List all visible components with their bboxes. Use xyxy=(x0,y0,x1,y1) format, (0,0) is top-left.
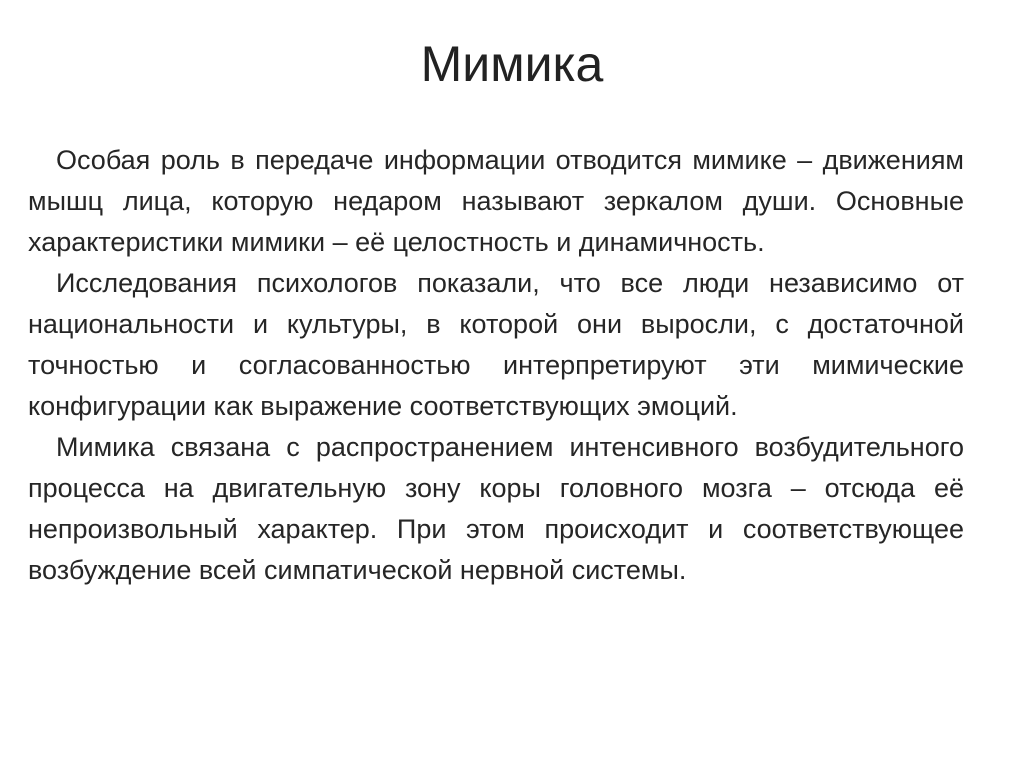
slide-title: Мимика xyxy=(420,36,604,92)
paragraph-2: Исследования психологов показали, что все люди независимо от национальности и культуры, в которой они выросли, с достаточной точностью и согласованностью интерпретируют эти мимические конфигурации как выражение соответствующих эмоций. xyxy=(28,268,964,421)
slide-body xyxy=(28,140,964,591)
paragraph-3: Мимика связана с распространением интенсивного возбудительного процесса на двигательную зону коры головного мозга – отсюда её непроизвольный характер. При этом происходит и соответствующее возбуждение всей симпатической нервной системы. xyxy=(28,432,964,585)
paragraph-1: Особая роль в передаче информации отводится мимике – движениям мышц лица, которую недаром называют зеркалом души. Основные характеристики мимики – её целостность и динамичность. xyxy=(28,145,964,257)
